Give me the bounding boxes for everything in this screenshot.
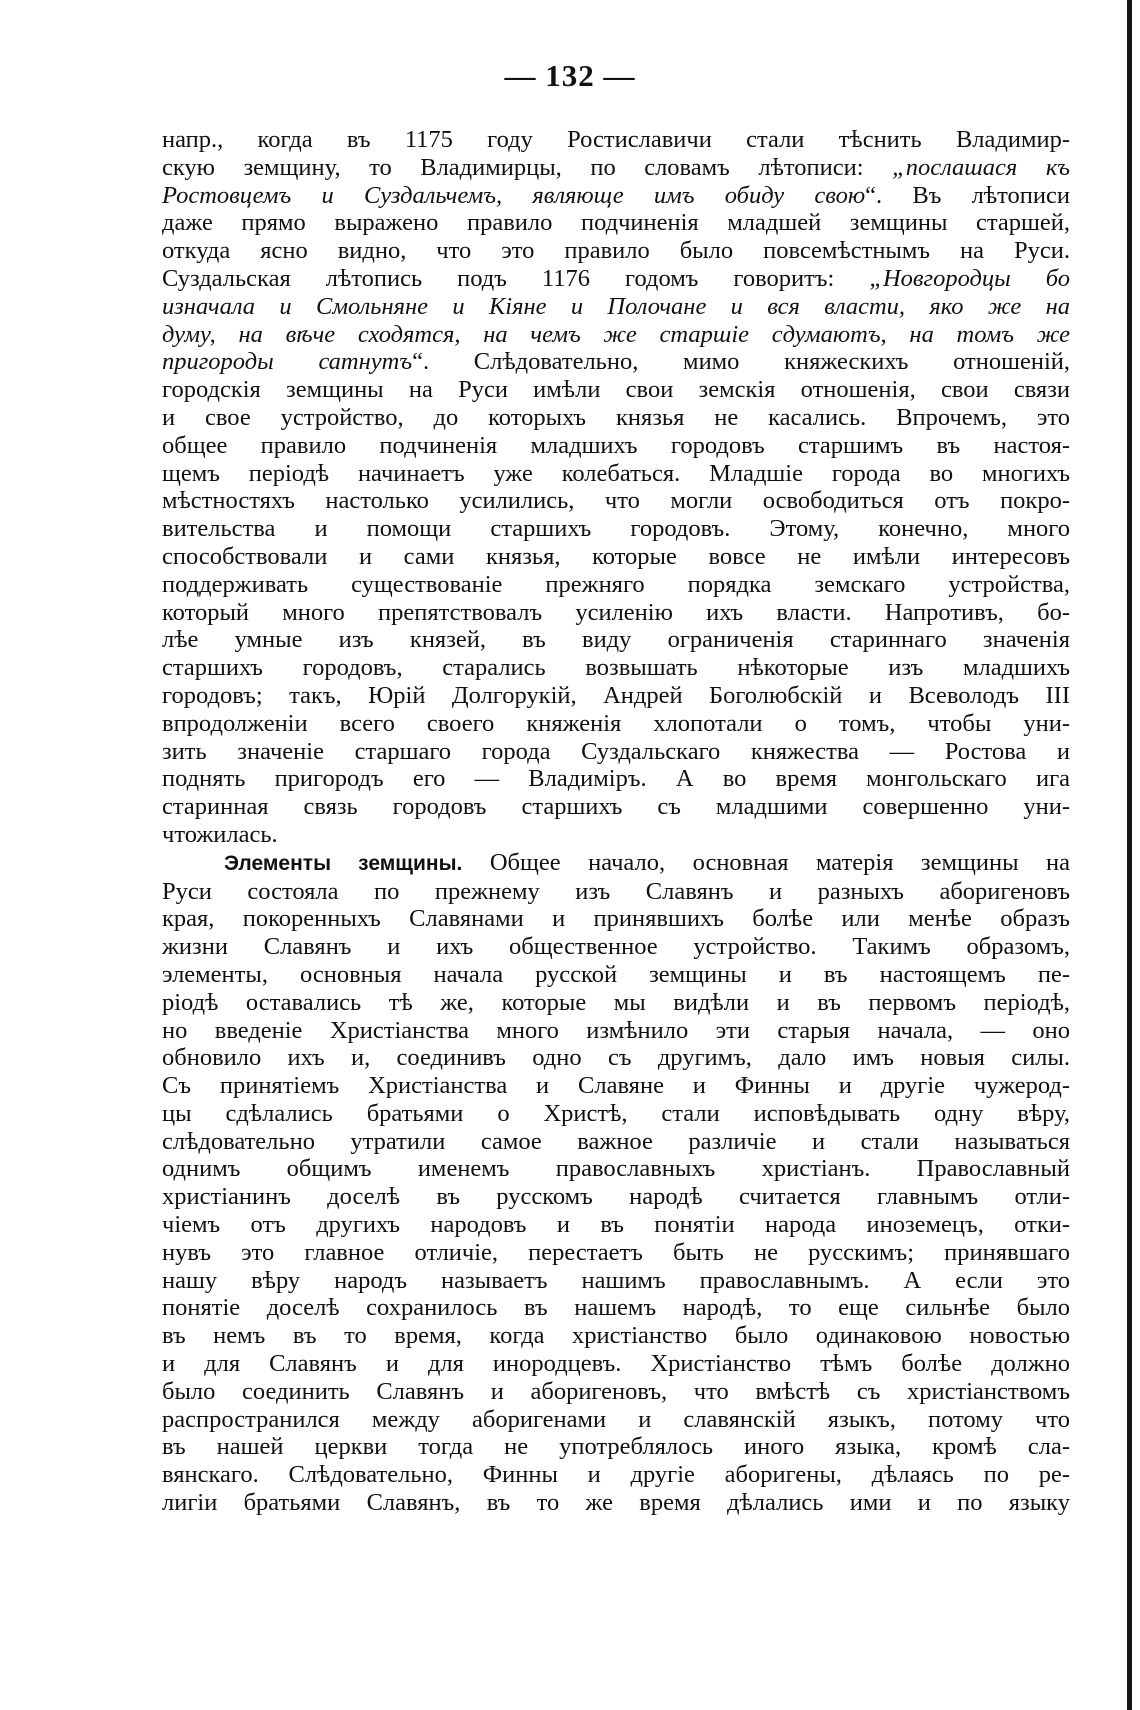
text-line: способствовали и сами князья, которые вовсе не имѣли интересовъ [162,542,1070,570]
text-line: Суздальская лѣтопись подъ 1176 годомъ говоритъ: „Новгородцы бо [162,264,1070,292]
page-number: — 132 — [504,58,636,93]
text-line: Съ принятіемъ Христіанства и Славяне и Финны и другіе чужерод- [162,1072,1070,1100]
text-line: но введеніе Христіанства много измѣнило эти старыя начала, — оно [162,1016,1070,1044]
text-line: и свое устройство, до которыхъ князья не касались. Впрочемъ, это [162,403,1070,431]
text-line: ріодѣ оставались тѣ же, которые мы видѣли и въ первомъ періодѣ, [162,988,1070,1016]
chronicle-quote: думу, на вѣче сходятся, на чемъ же старшіе сдумаютъ, на томъ же [162,320,1070,348]
text-line: напр., когда въ 1175 году Ростиславичи стали тѣснить Владимир- [162,126,1070,153]
text-line: скую земщину, то Владимирцы, по словамъ лѣтописи: „послашася къ [162,153,1070,181]
chronicle-quote: пригороды сатнутъ [162,348,413,376]
text-line: поднять пригородъ его — Владиміръ. А во время монгольскаго ига [162,765,1070,793]
text-line: чтожилась. [162,820,278,848]
text-line: пригороды сатнутъ“. Слѣдовательно, мимо княжескихъ отношеній, [162,348,1071,376]
text-line: было соединить Славянъ и аборигеновъ, что вмѣстѣ съ христіанствомъ [162,1377,1070,1405]
text-line: вительства и помощи старшихъ городовъ. Этому, конечно, много [162,515,1070,543]
chronicle-quote: Ростовцемъ и Суздальчемъ, являюще имъ обиду свою [162,181,866,209]
text-line: цы сдѣлались братьями о Христѣ, стали исповѣдывать одну вѣру, [162,1099,1070,1127]
text-line: старинная связь городовъ старшихъ съ младшими совершенно уни- [162,793,1070,821]
text-line: поддерживать существованіе прежняго порядка земскаго устройства, [162,570,1070,598]
text-line: откуда ясно видно, что это правило было повсемѣстнымъ на Руси. [162,237,1070,265]
paragraph-2 [162,849,1070,1517]
scan-edge-shadow [1127,0,1132,1710]
text-line: лѣе умные изъ князей, въ виду ограниченія стариннаго значенія [162,626,1070,654]
text-line: въ немъ въ то время, когда христіанство было одинаковою новостью [162,1322,1070,1350]
text-line: и для Славянъ и для инородцевъ. Христіанство тѣмъ болѣе должно [162,1350,1070,1378]
text-line: общее правило подчиненія младшихъ городовъ старшимъ въ настоя- [162,431,1070,459]
text-line: мѣстностяхъ настолько усилились, что могли освободиться отъ покро- [162,487,1070,515]
text-line: который много препятствовалъ усиленію ихъ власти. Напротивъ, бо- [162,598,1070,626]
text-line: въ нашей церкви тогда не употреблялось иного языка, кромѣ сла- [162,1433,1070,1461]
text-line: впродолженіи всего своего княженія хлопотали о томъ, чтобы уни- [162,709,1070,737]
text-line: щемъ періодѣ начинаетъ уже колебаться. Младшіе города во многихъ [162,459,1070,487]
text-line: распространился между аборигенами и славянскій языкъ, потому что [162,1405,1070,1433]
section-heading: Элементы земщины. [224,851,463,875]
text-line: городовъ; такъ, Юрій Долгорукій, Андрей Боголюбскій и Всеволодъ III [162,681,1070,709]
text-line [162,321,1070,349]
chronicle-quote: „послашася къ [892,153,1070,181]
page-text [162,126,1070,1517]
text-line [162,293,1070,321]
text-line: обновило ихъ и, соединивъ одно съ другимъ, дало имъ новыя силы. [162,1044,1070,1072]
chronicle-quote: „Новгородцы бо [869,264,1070,292]
text-line: Ростовцемъ и Суздальчемъ, являюще имъ обиду свою“. Въ лѣтописи [162,181,1070,209]
text-line: понятіе доселѣ сохранилось въ нашемъ народѣ, то еще сильнѣе было [162,1294,1070,1322]
text-line: слѣдовательно утратили самое важное различіе и стали называться [162,1127,1070,1155]
text-line: Руси состояла по прежнему изъ Славянъ и разныхъ аборигеновъ [162,877,1070,905]
text-line: даже прямо выражено правило подчиненія младшей земщины старшей, [162,209,1070,237]
text-line: Элементы земщины. Общее начало, основная матерія земщины на [224,848,1070,876]
text-line: края, покоренныхъ Славянами и принявшихъ болѣе или менѣе образъ [162,905,1070,933]
text-line: старшихъ городовъ, старались возвышать нѣкоторые изъ младшихъ [162,654,1070,682]
text-line: городскія земщины на Руси имѣли свои земскія отношенія, свои связи [162,376,1070,404]
text-line: чіемъ отъ другихъ народовъ и въ понятіи народа иноземецъ, отки- [162,1211,1070,1239]
paragraph-1 [162,126,1070,849]
text-line: нашу вѣру народъ называетъ нашимъ православнымъ. А если это [162,1266,1070,1294]
text-line: вянскаго. Слѣдовательно, Финны и другіе аборигены, дѣлаясь по ре- [162,1461,1070,1489]
text-line: нувъ это главное отличіе, перестаетъ быть не русскимъ; принявшаго [162,1238,1070,1266]
text-line: зить значеніе старшаго города Суздальскаго княжества — Ростова и [162,737,1070,765]
text-line: христіанинъ доселѣ въ русскомъ народѣ считается главнымъ отли- [162,1183,1070,1211]
text-line: жизни Славянъ и ихъ общественное устройство. Такимъ образомъ, [162,933,1070,961]
chronicle-quote: изначала и Смольняне и Кіяне и Полочане и вся власти, яко же на [162,292,1070,320]
text-line: лигіи братьями Славянъ, въ то же время дѣлались ими и по языку [162,1489,1070,1517]
text-line: элементы, основныя начала русской земщины и въ настоящемъ пе- [162,960,1070,988]
text-line: однимъ общимъ именемъ православныхъ христіанъ. Православный [162,1155,1070,1183]
